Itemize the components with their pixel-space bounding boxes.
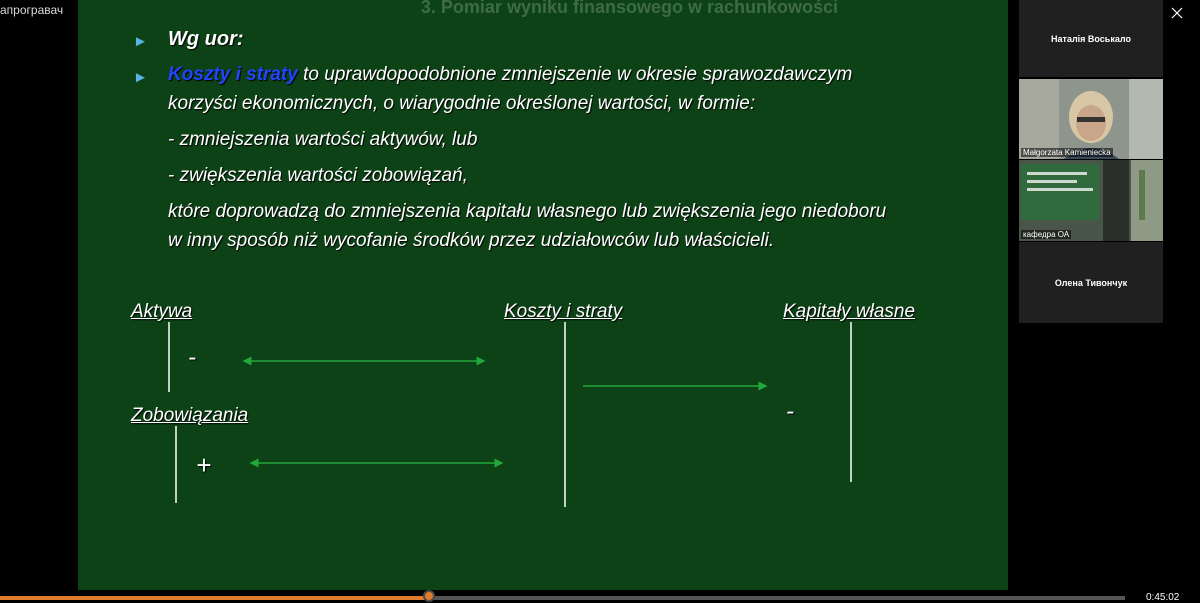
kapitaly-label: Kapitały własne: [783, 301, 916, 322]
definition-line-6: w inny sposób niż wycofanie środków przez udziałowców lub właścicieli.: [168, 230, 775, 251]
bullet-heading: Wg uor:: [168, 28, 244, 50]
bullet-marker-icon: ►: [133, 33, 148, 50]
progress-fill: [0, 596, 429, 600]
zobowiazania-plus-sign: +: [196, 450, 212, 480]
close-icon: [1171, 7, 1183, 19]
participant-name: Наталія Воськало: [1051, 33, 1131, 44]
accounts-diagram: [78, 0, 1008, 590]
participant-video-tile[interactable]: [1019, 79, 1163, 159]
playback-time: 0:45:02: [1146, 592, 1180, 603]
progress-track[interactable]: [0, 596, 1125, 600]
participant-tile[interactable]: [1019, 242, 1163, 323]
definition-line-3: - zmniejszenia wartości aktywów, lub: [168, 129, 478, 150]
participant-name: Małgorzata Kamieniecka: [1023, 148, 1111, 157]
aktywa-minus-sign: -: [188, 344, 196, 371]
bullet-marker-icon: ►: [133, 69, 148, 86]
participant-name: кафедра ОА: [1023, 230, 1070, 239]
webcam-video-icon: [1019, 160, 1163, 241]
definition-line-2: korzyści ekonomicznych, o wiarygodnie określonej wartości, w formie:: [168, 93, 756, 114]
progress-scrubber-handle[interactable]: [423, 590, 435, 602]
definition-line-4: - zwiększenia wartości zobowiązań,: [168, 165, 468, 186]
aktywa-label-text: Aktywa: [131, 301, 193, 322]
participant-video-tile[interactable]: [1019, 160, 1163, 241]
presentation-slide: [78, 0, 1008, 590]
slide-title: 3. Pomiar wyniku finansowego w rachunkowości: [420, 0, 838, 17]
koszty-label: Koszty i straty: [504, 301, 623, 322]
window-title: апрогравач: [0, 3, 64, 17]
participant-tile[interactable]: [1019, 0, 1163, 77]
webcam-video-icon: [1019, 79, 1163, 159]
definition-line-5: które doprowadzą do zmniejszenia kapitału własnego lub zwiększenia jego niedoboru: [168, 201, 887, 222]
keyword-koszty: Koszty i straty: [168, 64, 298, 85]
participant-name: Олена Тивончук: [1054, 277, 1128, 288]
definition-text: to uprawdopodobnione zmniejszenie w okresie sprawozdawczym: [297, 64, 853, 85]
kapitaly-minus-sign: -: [786, 398, 794, 425]
zobowiazania-label: Zobowiązania: [131, 405, 249, 426]
